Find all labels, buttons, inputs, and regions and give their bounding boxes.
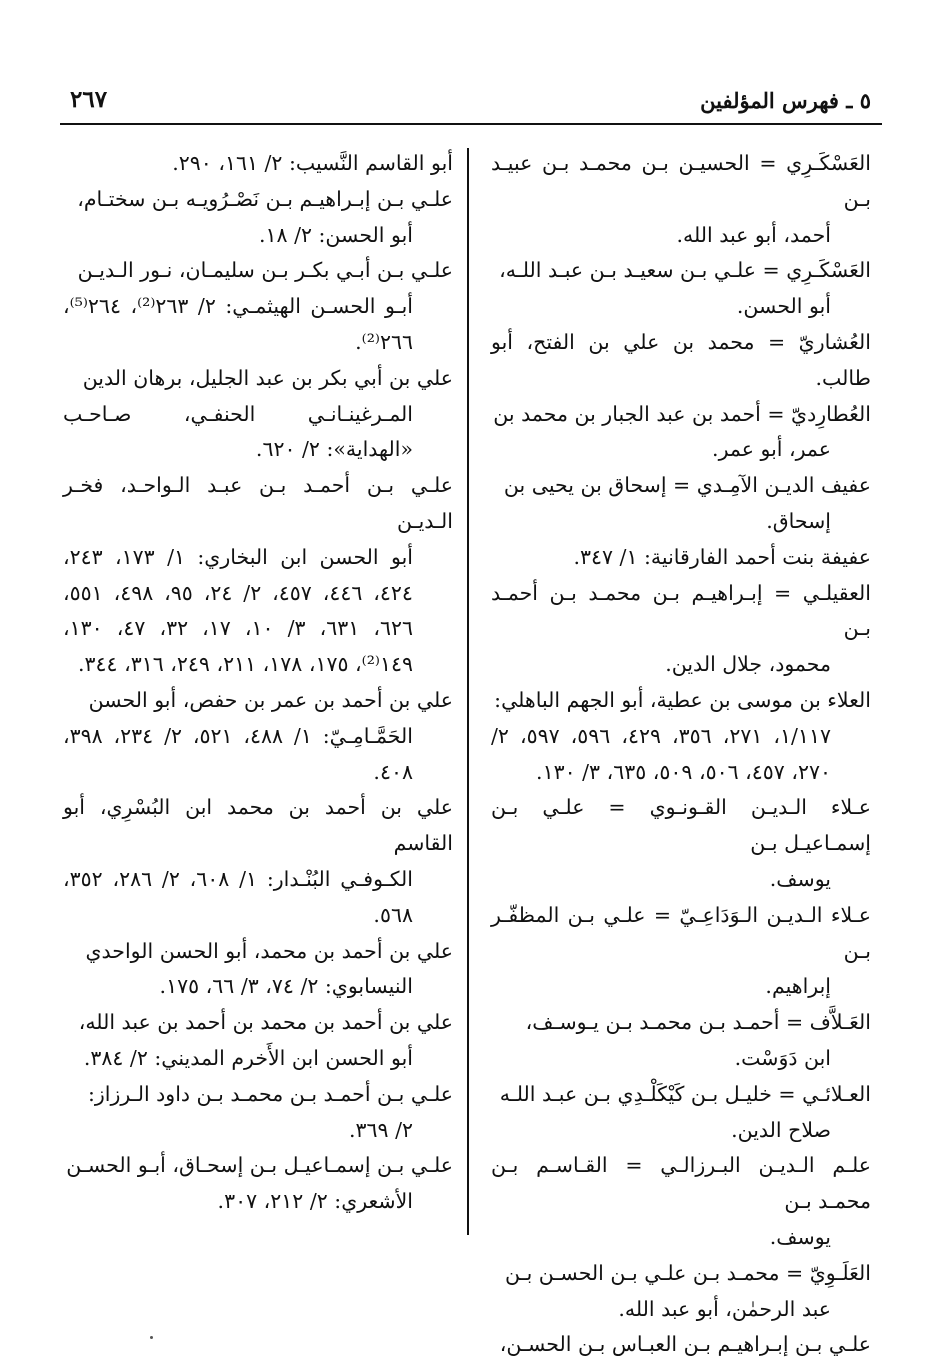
entry-continuation: أبو الحسن ابن الأَخرم المديني: ٢/ ٣٨٤. [83,1045,413,1070]
entry-heading: العُشاريّ = محمد بن علي بن الفتح، أبو طالب. [491,329,871,390]
entry-heading: العَسْكَـرِي = الحسيـن بـن محمـد بـن عبيـد بـن [491,151,871,211]
entry-continuation: صلاح الدين. [731,1117,831,1142]
index-entry [63,1148,453,1220]
entry-continuation: المـرغينـانـي الحنفـي، صـاحـب «الهداية»: ٢/ ٦٢٠. [63,401,413,462]
entry-continuation: يوسف. [769,866,831,891]
running-header [60,86,881,120]
index-entry [63,468,453,683]
index-entry [491,1005,871,1077]
index-entry [491,325,871,397]
entry-heading: علي بن أحمد بن عمر بن حفص، أبو الحسن [88,687,453,712]
index-entry [63,683,453,790]
entry-heading: أبو القاسم النَّسيب: ٢/ ١٦١، ٢٩٠. [172,151,453,175]
page-mark [150,1336,153,1339]
entry-continuation: أبو الحسن. [736,294,831,319]
right-column [491,146,871,1363]
left-column [63,146,453,1220]
index-entry [491,146,871,253]
column-divider [467,148,469,1235]
entry-heading: العلاء بن موسى بن عطية، أبو الجهم الباهلي: [494,687,871,712]
entry-heading: العَـلاَّف = أحمـد بـن محمـد بـن يـوسـف، [525,1010,871,1035]
entry-continuation: عمر، أبو عمر. [712,437,831,462]
entry-heading: علي بن أبي بكر بن عبد الجليل، برهان الدين [82,365,453,390]
entry-continuation: إسحاق. [766,508,831,533]
entry-continuation: إبراهيم. [765,974,831,999]
entry-heading: علي بن أحمد بن محمد ابن البُسْرِي، أبو القاسم [63,795,453,856]
entry-heading: العَلَـوِيّ = محمـد بـن علـي بـن الحسـن بـن [504,1260,871,1285]
entry-heading: عفيف الديـن الآمِـدي = إسحاق بن يحيى بن [503,473,871,498]
index-entry [63,934,453,1006]
entry-heading: علـي بـن إبـراهيـم بـن العبـاس بـن الحسـن، [499,1332,871,1357]
entry-heading: العَسْكَـرِي = علـي بـن سعيـد بـن عبـد اللـه، [499,258,871,283]
index-entry [63,790,453,933]
entry-continuation: أبـو الحسـن الهيثمـي: ٢/ ٢٦٣⁽²⁾، ٢٦٤⁽⁵⁾، ٢٦٦⁽²⁾. [63,294,413,354]
entry-continuation: ابن دَوَسْت. [734,1045,831,1070]
entry-heading: العُطارِديّ = أحمد بن عبد الجبار بن محمد بن [493,401,871,426]
entry-heading: علـي بـن أحمـد بـن عبـد الـواحـد، فخـر الـديـن [63,473,453,533]
entry-continuation: أحمد، أبو عبد الله. [676,222,831,247]
entry-heading: علـي بـن إسمـاعيـل بـن إسحـاق، أبـو الحسـن [66,1153,453,1178]
entry-continuation: ٢/ ٣٦٩. [348,1117,413,1142]
entry-continuation: النيسابوي: ٢/ ٧٤، ٣/ ٦٦، ١٧٥. [159,974,413,999]
entry-continuation: الأشعري: ٢/ ٢١٢، ٣٠٧. [217,1189,413,1214]
entry-heading: عفيفة بنت أحمد الفارقانية: ١/ ٣٤٧. [573,544,871,569]
index-entry [63,182,453,254]
index-entry [63,1005,453,1077]
entry-continuation: الكـوفـي البُنْـدار: ١/ ٦٠٨، ٢/ ٢٨٦، ٣٥٢، ٥٦٨. [63,866,413,927]
index-entry [63,1077,453,1149]
entry-continuation: ١/١١٧، ٢٧١، ٣٥٦، ٤٢٩، ٥٩٦، ٥٩٧، ٢/ ٢٧٠، ٤٥٧، ٥٠٦، ٥٠٩، ٦٣٥، ٣/ ١٣٠. [491,723,831,784]
entry-heading: عـلاء الـديـن الـوَدَاعِـيّ = علـي بـن المظفّـر بـن [491,902,871,963]
entry-continuation: أبو الحسن ابن البخاري: ١/ ١٧٣، ٢٤٣، ٤٢٤، ٤٤٦، ٤٥٧، ٢/ ٢٤، ٩٥، ٤٩٨، ٥٥١، ٦٢٦، ٦٣١، ٣/ ١٠، ١٧، ٣٢، ٤٧، ١٣٠، ١٤٩⁽²⁾، ١٧٥، ١٧٨، ٢١١، ٢٤٩، ٣١٦، ٣٤٤. [63,544,413,677]
entry-heading: علي بن أحمد بن محمد، أبو الحسن الواحدي [85,938,453,963]
entry-heading: عـلاء الـديـن القـونـوي = علـي بـن إسمـاعيـل بـن [491,795,871,856]
index-entry [63,146,453,182]
index-entry [491,1148,871,1255]
index-entry [491,1077,871,1149]
index-entry [63,253,453,360]
index-entry [491,576,871,683]
section-title: ٥ ـ فهرس المؤلفين [700,88,871,113]
entry-heading: علـم الـديـن البـرزالـي = القـاسـم بـن محمـد بـن [491,1153,871,1214]
entry-heading: علـي بـن أبـي بكـر بـن سليمـان، نـور الـديـن [77,258,453,283]
index-entry [491,540,871,576]
index-entry [491,683,871,790]
entry-heading: العـلائـي = خليـل بـن كَيْكَلْـدِي بـن عبـد اللـه [499,1081,871,1106]
entry-continuation: الحَمَّـامِـيّ: ١/ ٤٨٨، ٥٢١، ٢/ ٢٣٤، ٣٩٨، ٤٠٨. [63,723,413,784]
index-entry [491,1256,871,1328]
entry-heading: العقيلـي = إبـراهيـم بـن محمـد بـن أحمـد بـن [491,580,871,641]
page-number: ٢٦٧ [70,86,108,113]
index-entry [491,790,871,897]
index-entry [63,361,453,468]
header-rule [60,123,882,125]
entry-continuation: أبو الحسن: ٢/ ١٨. [258,222,413,247]
index-entry [491,397,871,469]
entry-continuation: محمود، جلال الدين. [665,652,831,677]
index-entry [491,253,871,325]
index-entry [491,898,871,1005]
entry-heading: علي بن أحمد بن محمد بن أحمد بن عبد الله، [78,1010,453,1035]
entry-continuation: يوسف. [769,1224,831,1249]
entry-continuation: عبد الرحمٰن، أبو عبد الله. [618,1296,831,1321]
entry-heading: علـي بـن أحمـد بـن محمـد بـن داود الـرزاز: [87,1081,453,1106]
index-entry [491,1327,871,1363]
index-entry [491,468,871,540]
entry-heading: علـي بـن إبـراهيـم بـن نَصْـرُويـه بـن سختـام، [77,186,453,211]
